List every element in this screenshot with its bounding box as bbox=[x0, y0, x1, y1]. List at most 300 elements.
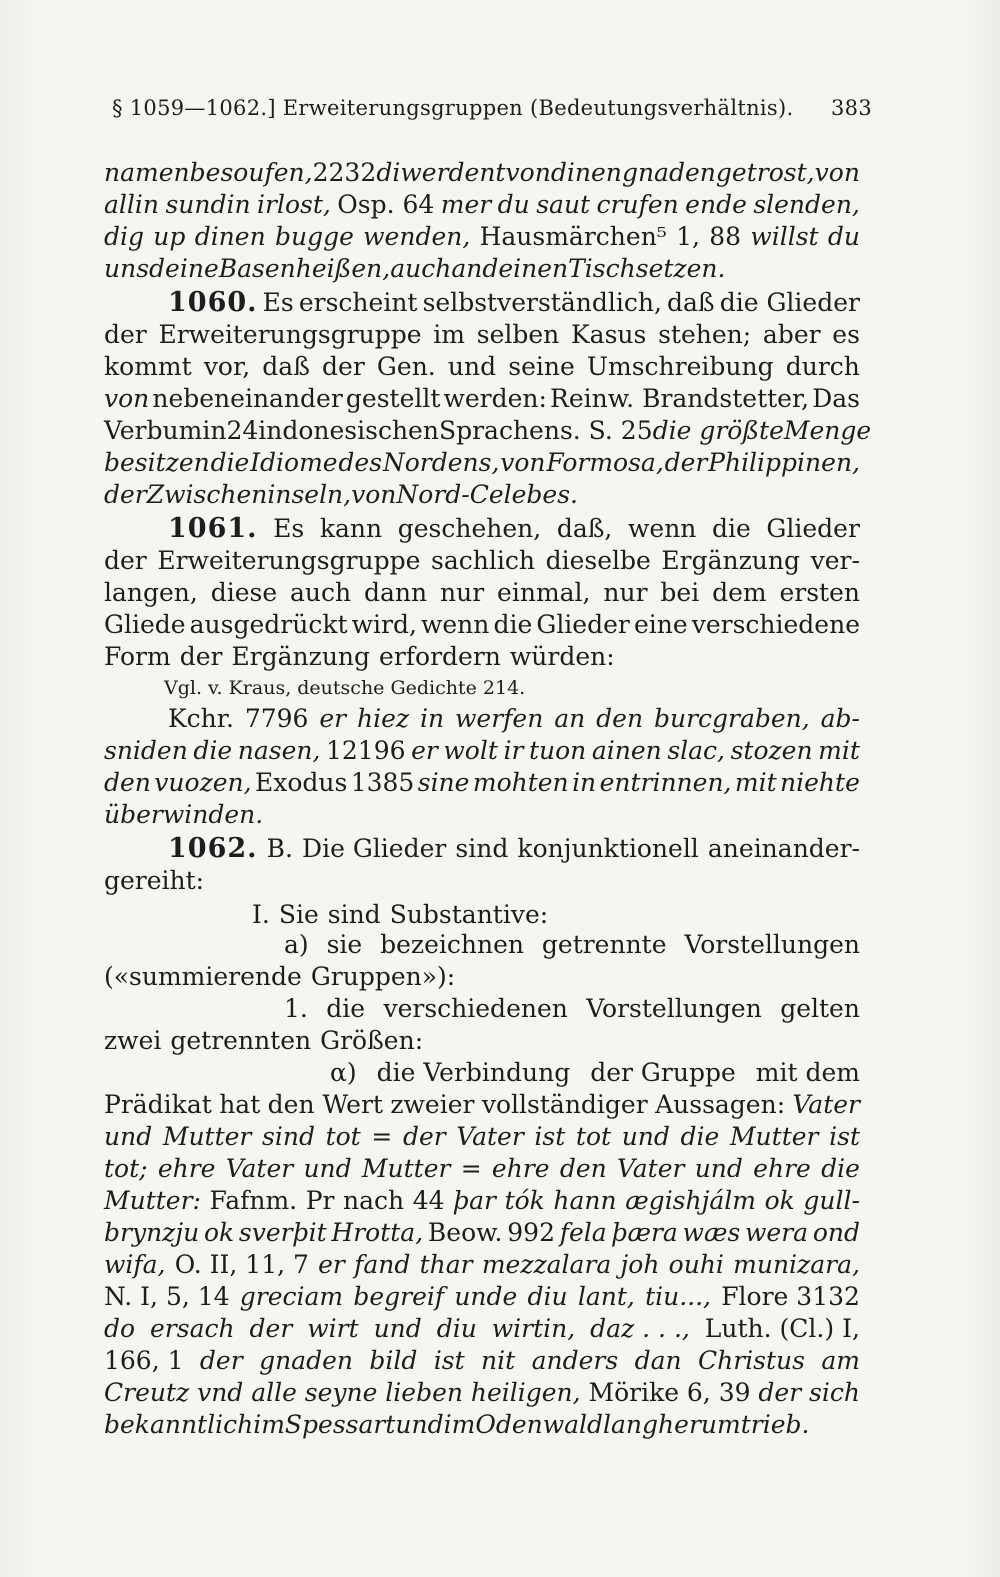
text-line bbox=[104, 221, 860, 252]
word: Flore 3132 bbox=[721, 1282, 860, 1311]
italic-word: seyne bbox=[304, 1378, 378, 1407]
italic-word: wifa, bbox=[104, 1250, 166, 1279]
italic-word: sine bbox=[417, 768, 470, 797]
italic-word: heißen, bbox=[295, 254, 391, 283]
word: ausgedrückt bbox=[189, 610, 348, 639]
italic-word: begreif bbox=[353, 1282, 445, 1311]
text-line bbox=[104, 1377, 860, 1408]
italic-word: du bbox=[827, 222, 860, 251]
italic-word: besoufen, bbox=[189, 158, 313, 187]
word: nebeneinander bbox=[152, 384, 343, 413]
italic-word: lieben bbox=[385, 1378, 463, 1407]
italic-word: Idiome bbox=[250, 448, 338, 477]
text-line bbox=[104, 157, 860, 188]
italic-word: gull- bbox=[803, 1186, 860, 1215]
text-line bbox=[104, 383, 860, 414]
text-line bbox=[104, 833, 860, 864]
italic-word: þar bbox=[453, 1186, 496, 1215]
word: Hausmärchen⁵ bbox=[479, 222, 667, 251]
italic-word: Nordens, bbox=[382, 448, 500, 477]
italic-word: die größte bbox=[652, 416, 784, 445]
text-line bbox=[104, 865, 860, 896]
italic-word: lant, bbox=[577, 1282, 635, 1311]
word: Prädikat bbox=[104, 1090, 212, 1119]
italic-word: stozen bbox=[730, 736, 813, 765]
word: Glieder bbox=[766, 514, 860, 543]
italic-word: hiez bbox=[357, 704, 410, 733]
word: 88 bbox=[709, 222, 742, 251]
italic-word: setzen. bbox=[635, 254, 726, 283]
word: nur bbox=[440, 578, 485, 607]
section-number: 1061. bbox=[168, 513, 258, 544]
word: 24 bbox=[226, 416, 259, 445]
italic-word: der bbox=[199, 1346, 243, 1375]
word: Kasus bbox=[571, 320, 647, 349]
italic-word: heiligen, bbox=[470, 1378, 581, 1407]
italic-word: tot; bbox=[104, 1154, 148, 1183]
italic-word: niehte bbox=[780, 768, 860, 797]
section-number: 1060. bbox=[168, 287, 258, 318]
word: sind bbox=[327, 900, 381, 929]
word: Vorstellungen bbox=[684, 930, 860, 959]
word: Erweiterungsgruppe bbox=[157, 546, 421, 575]
italic-word: Zwischeninseln, bbox=[146, 480, 352, 509]
italic-word: wera bbox=[745, 1218, 809, 1247]
text-line bbox=[104, 479, 860, 510]
italic-word: und bbox=[303, 1154, 352, 1183]
italic-word: gnaden bbox=[621, 158, 716, 187]
italic-word: munizara, bbox=[733, 1250, 860, 1279]
italic-word: wolt bbox=[443, 736, 498, 765]
word: diese bbox=[210, 578, 278, 607]
italic-word: thar bbox=[419, 1250, 473, 1279]
word: der bbox=[104, 320, 147, 349]
text-line bbox=[104, 1025, 860, 1056]
word: wird, bbox=[351, 610, 417, 639]
word: die bbox=[493, 610, 533, 639]
word: dann bbox=[364, 578, 428, 607]
word: Luth. (Cl.) I, bbox=[704, 1314, 860, 1343]
italic-word: in bbox=[420, 704, 445, 733]
italic-word: Tisch bbox=[568, 254, 636, 283]
text-line bbox=[104, 351, 860, 382]
text-line bbox=[104, 799, 860, 830]
italic-word: sind bbox=[262, 1122, 315, 1151]
italic-word: von bbox=[505, 158, 551, 187]
italic-word: Odenwald bbox=[475, 1410, 604, 1439]
italic-word: sverþit bbox=[238, 1218, 327, 1247]
italic-word: wæs bbox=[682, 1218, 741, 1247]
italic-word: Spessart bbox=[284, 1410, 396, 1439]
italic-word: ist bbox=[433, 1346, 465, 1375]
word: s. S. 25 bbox=[559, 416, 653, 445]
word: eine bbox=[633, 610, 688, 639]
italic-word: bild bbox=[369, 1346, 418, 1375]
italic-word: ehre bbox=[157, 1154, 216, 1183]
italic-word: an bbox=[554, 704, 586, 733]
word: Es bbox=[262, 288, 294, 317]
word: I. bbox=[252, 900, 270, 929]
italic-word: Mutter bbox=[729, 1122, 819, 1151]
word: 12196 bbox=[326, 736, 406, 765]
word: Sprachen bbox=[438, 416, 560, 445]
section-number: 1062. bbox=[168, 833, 258, 864]
italic-word: den bbox=[559, 1154, 607, 1183]
italic-word: Mutter bbox=[162, 1122, 252, 1151]
word: die Glieder bbox=[719, 288, 860, 317]
text-line bbox=[104, 253, 860, 284]
italic-word: und bbox=[395, 1410, 444, 1439]
italic-word: lang bbox=[603, 1410, 659, 1439]
text-line bbox=[104, 1249, 860, 1280]
italic-word: werfen bbox=[455, 704, 544, 733]
italic-word: herumtrieb. bbox=[658, 1410, 810, 1439]
italic-word: wirtin, bbox=[491, 1314, 576, 1343]
italic-word: tot bbox=[325, 1122, 361, 1151]
text-line bbox=[104, 1313, 860, 1344]
word: Erweiterungsgruppe bbox=[158, 320, 422, 349]
word: Reinw. Brandstetter, bbox=[550, 384, 810, 413]
word: dieselbe bbox=[545, 546, 651, 575]
word: der bbox=[179, 642, 223, 671]
text-line bbox=[104, 929, 860, 960]
italic-word: dig bbox=[104, 222, 145, 251]
italic-word: ist bbox=[829, 1122, 860, 1151]
italic-word: tók bbox=[504, 1186, 545, 1215]
word: bezeichnen bbox=[380, 930, 524, 959]
text-line bbox=[104, 641, 860, 672]
word: gereiht: bbox=[104, 866, 205, 895]
text-line bbox=[104, 961, 860, 992]
word: verschiedenen bbox=[383, 994, 568, 1023]
text-line bbox=[104, 1153, 860, 1184]
italic-word: uns bbox=[104, 254, 150, 283]
italic-word: der bbox=[758, 1378, 802, 1407]
word: Pr bbox=[305, 1186, 335, 1215]
word: verschiedene bbox=[691, 610, 860, 639]
word: nach bbox=[343, 1186, 405, 1215]
word: Vorstellungen bbox=[586, 994, 762, 1023]
italic-word: diu bbox=[527, 1282, 568, 1311]
italic-word: von bbox=[814, 158, 860, 187]
italic-word: tuon bbox=[528, 736, 587, 765]
text-line bbox=[104, 703, 860, 734]
word: B. bbox=[266, 834, 293, 863]
italic-word: getrost, bbox=[715, 158, 815, 187]
header-section-title: § 1059—1062.] Erweiterungsgruppen (Bedeutungsverhältnis). bbox=[112, 96, 794, 120]
text-line bbox=[104, 1057, 860, 1088]
word: 1, bbox=[676, 222, 700, 251]
text-line bbox=[104, 735, 860, 766]
italic-word: dinen bbox=[194, 222, 266, 251]
word: kommt bbox=[104, 352, 192, 381]
italic-word: fela bbox=[559, 1218, 607, 1247]
italic-word: mit bbox=[734, 768, 777, 797]
word: der Gruppe bbox=[590, 1058, 736, 1087]
italic-word: allin bbox=[104, 190, 159, 219]
italic-word: dan bbox=[634, 1346, 682, 1375]
italic-word: von bbox=[351, 480, 397, 509]
italic-word: ainen bbox=[591, 736, 662, 765]
word: getrennten bbox=[170, 1026, 312, 1055]
word: gestellt bbox=[345, 384, 441, 413]
word: Verbum bbox=[104, 416, 203, 445]
word: O. II, 11, 7 bbox=[174, 1250, 309, 1279]
italic-word: entrinnen, bbox=[599, 768, 732, 797]
italic-word: nit bbox=[481, 1346, 516, 1375]
italic-word: greciam bbox=[239, 1282, 344, 1311]
word: indonesischen bbox=[258, 416, 439, 445]
italic-word: sich bbox=[809, 1378, 860, 1407]
italic-word: ehre bbox=[491, 1154, 550, 1183]
italic-word: des bbox=[338, 448, 383, 477]
italic-word: Creutz bbox=[104, 1378, 190, 1407]
italic-word: in bbox=[572, 768, 597, 797]
italic-word: der bbox=[664, 448, 708, 477]
text-line bbox=[104, 513, 860, 544]
word: Umschreibung bbox=[586, 352, 774, 381]
italic-word: Hrotta, bbox=[331, 1218, 424, 1247]
word: mit dem bbox=[755, 1058, 860, 1087]
text-line bbox=[104, 767, 860, 798]
word: Aussagen: bbox=[655, 1090, 786, 1119]
italic-word: im bbox=[253, 1410, 285, 1439]
italic-word: sundin bbox=[165, 190, 251, 219]
italic-word: mit bbox=[818, 736, 860, 765]
text-line bbox=[104, 1089, 860, 1120]
word: seine bbox=[508, 352, 575, 381]
italic-word: und bbox=[621, 1122, 670, 1151]
italic-word: ir bbox=[503, 736, 524, 765]
italic-word: tot bbox=[575, 1122, 612, 1151]
word: stehen; bbox=[658, 320, 752, 349]
word: α) bbox=[330, 1058, 357, 1087]
italic-word: die bbox=[210, 448, 250, 477]
word: gelten bbox=[780, 994, 860, 1023]
word: aber bbox=[762, 320, 821, 349]
italic-word: Vater bbox=[616, 1154, 685, 1183]
italic-word: ende bbox=[685, 190, 747, 219]
word: es bbox=[832, 320, 860, 349]
italic-word: willst bbox=[750, 222, 819, 251]
word: aneinander- bbox=[707, 834, 860, 863]
italic-word: am bbox=[821, 1346, 860, 1375]
word: ver- bbox=[810, 546, 860, 575]
word: die bbox=[326, 994, 366, 1023]
italic-word: Mutter: bbox=[104, 1186, 201, 1215]
word: 7796 bbox=[244, 704, 309, 733]
text-line bbox=[104, 993, 860, 1024]
word: 2232 bbox=[312, 158, 377, 187]
word: Form bbox=[104, 642, 171, 671]
word: 166, 1 bbox=[104, 1346, 184, 1375]
word: daß bbox=[262, 352, 310, 381]
word: konjunktionell bbox=[517, 834, 699, 863]
italic-word: mer bbox=[440, 190, 492, 219]
word: langen, bbox=[104, 578, 198, 607]
word: wenn bbox=[420, 610, 490, 639]
word: Mörike bbox=[588, 1378, 680, 1407]
word: werden: bbox=[443, 384, 547, 413]
italic-word: Christus bbox=[697, 1346, 805, 1375]
italic-word: di bbox=[376, 158, 401, 187]
italic-word: burcgraben, bbox=[653, 704, 810, 733]
italic-word: Vater bbox=[225, 1154, 294, 1183]
italic-word: fand bbox=[354, 1250, 411, 1279]
word: 44 bbox=[412, 1186, 445, 1215]
text-line bbox=[104, 1281, 860, 1312]
word: 6, 39 bbox=[686, 1378, 751, 1407]
italic-word: der bbox=[249, 1314, 293, 1343]
word: nur bbox=[603, 578, 648, 607]
word: 1. bbox=[284, 994, 308, 1023]
italic-word: þæra bbox=[611, 1218, 678, 1247]
word: = bbox=[371, 1122, 393, 1151]
word: sind bbox=[455, 834, 509, 863]
italic-word: deinen bbox=[482, 254, 569, 283]
italic-word: den bbox=[104, 768, 151, 797]
italic-word: joh bbox=[620, 1250, 660, 1279]
word: Exodus bbox=[254, 768, 348, 797]
italic-word: er bbox=[318, 1250, 345, 1279]
italic-word: hann bbox=[553, 1186, 617, 1215]
italic-word: crufen bbox=[596, 190, 679, 219]
word: wenn bbox=[628, 514, 697, 543]
text-line bbox=[104, 415, 872, 446]
word: 992 bbox=[507, 1218, 555, 1247]
text-line bbox=[104, 287, 860, 318]
italic-word: ab- bbox=[820, 704, 860, 733]
italic-word: irlost, bbox=[257, 190, 331, 219]
italic-word: Mutter bbox=[361, 1154, 451, 1183]
word: Sie bbox=[278, 900, 319, 929]
text-line bbox=[104, 1121, 860, 1152]
word: Es bbox=[273, 514, 305, 543]
word: sie bbox=[326, 930, 363, 959]
italic-word: du bbox=[497, 190, 530, 219]
italic-word: dinen bbox=[550, 158, 622, 187]
running-header bbox=[112, 96, 872, 126]
italic-word: vuozen, bbox=[154, 768, 252, 797]
italic-word: wirt bbox=[307, 1314, 359, 1343]
word: N. I, 5, 14 bbox=[104, 1282, 230, 1311]
word: im bbox=[433, 320, 465, 349]
word: 1385 bbox=[350, 768, 415, 797]
italic-word: Menge bbox=[783, 416, 872, 445]
italic-word: von bbox=[500, 448, 546, 477]
word: Gliede bbox=[104, 610, 186, 639]
word: in bbox=[202, 416, 227, 445]
italic-word: sniden bbox=[104, 736, 188, 765]
word: erfordern bbox=[379, 642, 501, 671]
italic-word: Nord-Celebes. bbox=[396, 480, 579, 509]
word: Vgl. v. Kraus, deutsche Gedichte 214. bbox=[164, 677, 526, 699]
italic-word: im bbox=[443, 1410, 476, 1439]
italic-word: slac, bbox=[667, 736, 726, 765]
italic-word: brynzju bbox=[104, 1218, 200, 1247]
italic-word: slenden, bbox=[753, 190, 860, 219]
italic-word: Basen bbox=[218, 254, 296, 283]
italic-word: von bbox=[104, 384, 150, 413]
word: Kchr. bbox=[168, 704, 234, 733]
italic-word: daz . . ., bbox=[590, 1314, 690, 1343]
word: getrennte bbox=[541, 930, 667, 959]
italic-word: mohten bbox=[472, 768, 569, 797]
italic-word: ok bbox=[764, 1186, 795, 1215]
word: Substantive: bbox=[389, 900, 549, 929]
italic-word: Formosa, bbox=[546, 448, 664, 477]
word: der bbox=[104, 546, 147, 575]
word: daß, bbox=[556, 514, 613, 543]
italic-word: und bbox=[104, 1122, 153, 1151]
word: den Wert bbox=[267, 1090, 383, 1119]
italic-word: nasen, bbox=[237, 736, 321, 765]
word: = bbox=[460, 1154, 482, 1183]
italic-word: bugge bbox=[274, 222, 354, 251]
word: Gen. bbox=[376, 352, 436, 381]
italic-word: und bbox=[373, 1314, 422, 1343]
word: die Verbindung bbox=[376, 1058, 571, 1087]
italic-word: anders bbox=[531, 1346, 619, 1375]
word: selben bbox=[476, 320, 560, 349]
italic-word: der bbox=[402, 1122, 446, 1151]
italic-word: diu bbox=[436, 1314, 477, 1343]
italic-word: saut bbox=[536, 190, 591, 219]
italic-word: deine bbox=[149, 254, 219, 283]
italic-word: do bbox=[104, 1314, 136, 1343]
word: durch bbox=[785, 352, 860, 381]
word: bei bbox=[660, 578, 700, 607]
word: geschehen, bbox=[397, 514, 542, 543]
word: einmal, bbox=[497, 578, 591, 607]
word: die bbox=[712, 514, 751, 543]
text-line bbox=[104, 1185, 860, 1216]
italic-word: den bbox=[596, 704, 644, 733]
word: zweier bbox=[390, 1090, 475, 1119]
italic-word: und bbox=[694, 1154, 743, 1183]
word: («summierende bbox=[104, 962, 302, 991]
page-number: 383 bbox=[831, 96, 872, 120]
word: und bbox=[447, 352, 497, 381]
word: a) bbox=[284, 930, 309, 959]
word: Ergänzung bbox=[661, 546, 801, 575]
word: ersten bbox=[779, 578, 860, 607]
word: dem bbox=[712, 578, 767, 607]
italic-word: ist bbox=[534, 1122, 566, 1151]
text-line bbox=[104, 447, 860, 478]
word: Glieder bbox=[536, 610, 630, 639]
text-line bbox=[104, 319, 860, 350]
italic-word: ehre bbox=[753, 1154, 811, 1183]
italic-word: ouhi bbox=[668, 1250, 724, 1279]
word: daß bbox=[667, 288, 715, 317]
word: vollständiger bbox=[481, 1090, 648, 1119]
italic-word: ok bbox=[203, 1218, 235, 1247]
text-line bbox=[104, 609, 860, 640]
text-line bbox=[104, 1217, 860, 1248]
italic-word: vnd bbox=[197, 1378, 244, 1407]
italic-word: die bbox=[193, 736, 233, 765]
word: Das bbox=[812, 384, 860, 413]
italic-word: besitzen bbox=[104, 448, 210, 477]
italic-word: ond bbox=[812, 1218, 860, 1247]
text-line bbox=[104, 545, 860, 576]
text-line bbox=[104, 1409, 860, 1440]
word: der bbox=[322, 352, 365, 381]
italic-word: wenden, bbox=[363, 222, 471, 251]
italic-word: ægishjálm bbox=[625, 1186, 756, 1215]
italic-word: Philippinen, bbox=[708, 448, 860, 477]
